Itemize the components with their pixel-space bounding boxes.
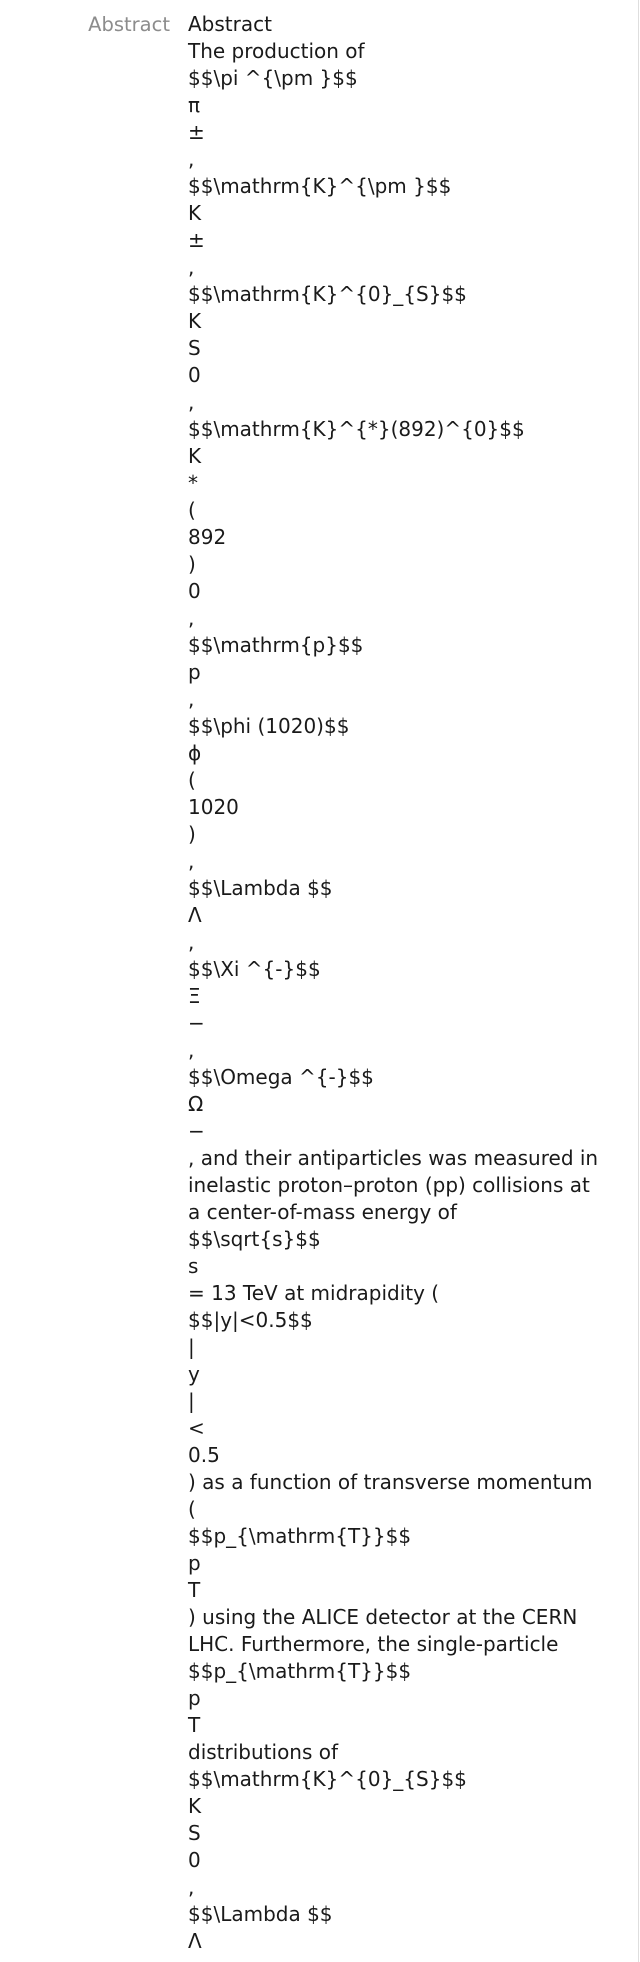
abstract-line: K bbox=[188, 201, 202, 225]
abstract-line: $$p_{\mathrm{T}}$$ bbox=[188, 1524, 412, 1548]
abstract-line: , bbox=[188, 1875, 195, 1899]
abstract-line: $$\pi ^{\pm }$$ bbox=[188, 66, 358, 90]
abstract-line: $$\mathrm{K}^{0}_{S}$$ bbox=[188, 282, 467, 306]
abstract-line: ) bbox=[188, 822, 196, 846]
abstract-line: 892 bbox=[188, 525, 227, 549]
abstract-line: $$\Lambda $$ bbox=[188, 876, 333, 900]
abstract-line: $$\mathrm{p}$$ bbox=[188, 633, 364, 657]
abstract-line: inelastic proton–proton (pp) collisions at bbox=[188, 1173, 590, 1197]
abstract-line: < bbox=[188, 1416, 205, 1440]
abstract-line: , bbox=[188, 687, 195, 711]
abstract-line: ϕ bbox=[188, 741, 202, 765]
abstract-line: , bbox=[188, 147, 195, 171]
abstract-line: K bbox=[188, 1794, 202, 1818]
abstract-line: | bbox=[188, 1389, 195, 1413]
abstract-line: Λ bbox=[188, 1929, 202, 1953]
abstract-line: The production of bbox=[188, 39, 365, 63]
abstract-line: s bbox=[188, 1254, 199, 1278]
abstract-line: $$p_{\mathrm{T}}$$ bbox=[188, 1659, 412, 1683]
abstract-line: K bbox=[188, 444, 202, 468]
abstract-line: ) bbox=[188, 552, 196, 576]
abstract-line: $$\Lambda $$ bbox=[188, 1902, 333, 1926]
abstract-line: T bbox=[188, 1713, 201, 1737]
abstract-line: ( bbox=[188, 768, 196, 792]
right-divider bbox=[638, 0, 639, 1962]
abstract-line: $$\mathrm{K}^{*}(892)^{0}$$ bbox=[188, 417, 525, 441]
abstract-line: p bbox=[188, 1686, 201, 1710]
abstract-line: a center-of-mass energy of bbox=[188, 1200, 457, 1224]
abstract-line: $$\Omega ^{-}$$ bbox=[188, 1065, 374, 1089]
abstract-line: 0.5 bbox=[188, 1443, 220, 1467]
abstract-line: , and their antiparticles was measured in bbox=[188, 1146, 599, 1170]
abstract-line: = 13 TeV at midrapidity ( bbox=[188, 1281, 440, 1305]
abstract-line: 0 bbox=[188, 579, 201, 603]
abstract-line: ) as a function of transverse momentum bbox=[188, 1470, 593, 1494]
abstract-line: , bbox=[188, 1038, 195, 1062]
abstract-line: Ω bbox=[188, 1092, 204, 1116]
abstract-line: Ξ bbox=[188, 984, 201, 1008]
abstract-line: distributions of bbox=[188, 1740, 339, 1764]
abstract-line: LHC. Furthermore, the single-particle bbox=[188, 1632, 559, 1656]
abstract-heading: Abstract bbox=[188, 12, 272, 36]
abstract-line: ( bbox=[188, 498, 196, 522]
abstract-line: | bbox=[188, 1335, 195, 1359]
abstract-line: , bbox=[188, 390, 195, 414]
abstract-line: ( bbox=[188, 1497, 196, 1521]
abstract-line: − bbox=[188, 1119, 205, 1143]
abstract-line: Λ bbox=[188, 903, 202, 927]
abstract-line: $$|y|<0.5$$ bbox=[188, 1308, 313, 1332]
abstract-line: K bbox=[188, 309, 202, 333]
abstract-line: ± bbox=[188, 120, 205, 144]
abstract-line: $$\phi (1020)$$ bbox=[188, 714, 350, 738]
abstract-line: , bbox=[188, 930, 195, 954]
abstract-line: 1020 bbox=[188, 795, 239, 819]
abstract-line: ± bbox=[188, 228, 205, 252]
abstract-line: y bbox=[188, 1362, 200, 1386]
abstract-line: S bbox=[188, 1821, 201, 1845]
abstract-line: p bbox=[188, 660, 201, 684]
abstract-line: π bbox=[188, 93, 201, 117]
abstract-line: 0 bbox=[188, 1848, 201, 1872]
abstract-line: T bbox=[188, 1578, 201, 1602]
abstract-line: $$\Xi ^{-}$$ bbox=[188, 957, 321, 981]
abstract-text bbox=[188, 38, 628, 1955]
abstract-line: , bbox=[188, 606, 195, 630]
abstract-line: $$\mathrm{K}^{\pm }$$ bbox=[188, 174, 452, 198]
abstract-line: p bbox=[188, 1551, 201, 1575]
abstract-line: , bbox=[188, 849, 195, 873]
abstract-line: S bbox=[188, 336, 201, 360]
abstract-line: , bbox=[188, 255, 195, 279]
abstract-side-label: Abstract bbox=[88, 13, 170, 36]
abstract-line: $$\mathrm{K}^{0}_{S}$$ bbox=[188, 1767, 467, 1791]
abstract-content bbox=[188, 11, 628, 1955]
abstract-line: ) using the ALICE detector at the CERN bbox=[188, 1605, 578, 1629]
abstract-line: − bbox=[188, 1011, 205, 1035]
abstract-line: 0 bbox=[188, 363, 201, 387]
abstract-line: * bbox=[188, 471, 198, 495]
abstract-line: $$\sqrt{s}$$ bbox=[188, 1227, 321, 1251]
